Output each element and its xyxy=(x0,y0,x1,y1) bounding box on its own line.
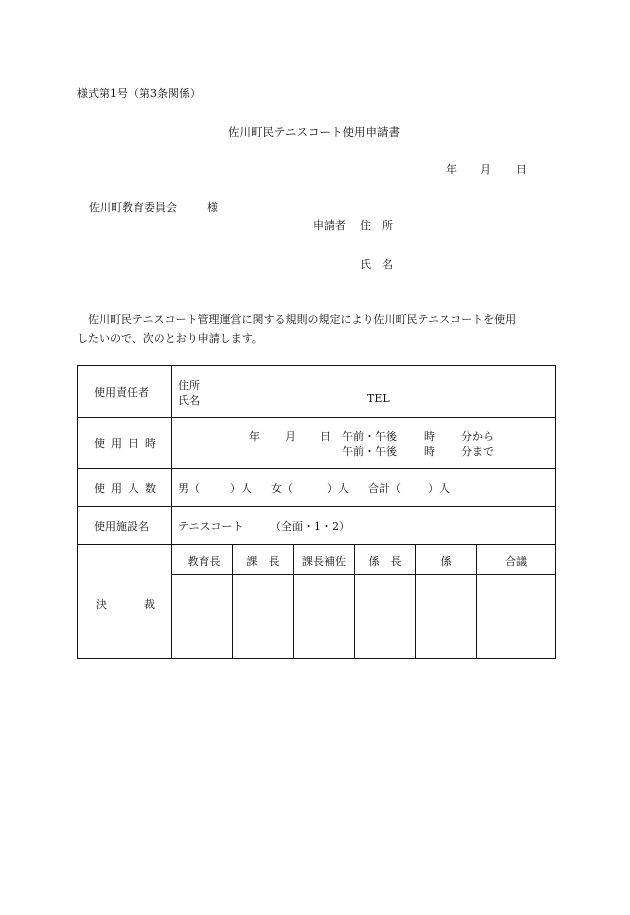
responsible-tel: TEL xyxy=(367,392,390,405)
approval-stamp-box-section-chief xyxy=(233,575,293,659)
applicant-label: 申請者 xyxy=(313,219,346,232)
approval-label-right: 裁 xyxy=(144,598,155,611)
approval-header-unit-chief: 係 長 xyxy=(368,555,402,568)
addressee-honorific: 様 xyxy=(207,201,218,214)
date-day: 日 xyxy=(516,163,527,176)
approval-header-consultation: 合議 xyxy=(505,555,527,568)
datetime-hour-to: 時 xyxy=(424,445,435,458)
approval-stamp-box-superintendent xyxy=(172,575,232,659)
datetime-ampm-to: 午前・午後 xyxy=(342,445,397,458)
datetime-label: 使用日時 xyxy=(94,437,162,450)
people-female-close: ）人 xyxy=(327,482,349,495)
responsible-address: 住所 xyxy=(178,379,200,392)
approval-header-deputy-chief: 課長補佐 xyxy=(302,555,346,568)
datetime-day: 日 xyxy=(320,430,331,443)
applicant-address-label: 住 所 xyxy=(360,219,393,232)
people-total-open: 合計（ xyxy=(368,482,401,495)
responsible-name: 氏名 xyxy=(178,394,200,407)
body-text-line-2: したいので、次のとおり申請します。 xyxy=(77,332,263,345)
datetime-hour-from: 時 xyxy=(424,430,435,443)
approval-stamp-box-deputy-chief xyxy=(294,575,354,659)
people-male-open: 男（ xyxy=(178,482,200,495)
datetime-minute-from: 分から xyxy=(461,430,494,443)
body-text-line-1: 佐川町民テニスコート管理運営に関する規則の規定により佐川町民テニスコートを使用 xyxy=(88,313,517,326)
people-male-close: ）人 xyxy=(230,482,252,495)
approval-stamp-box-unit-chief xyxy=(355,575,415,659)
datetime-ampm-from: 午前・午後 xyxy=(342,430,397,443)
approval-stamp-box-staff xyxy=(416,575,476,659)
responsible-label: 使用責任者 xyxy=(94,386,149,399)
approval-stamp-box-consultation xyxy=(477,575,555,659)
facility-label: 使用施設名 xyxy=(94,520,149,533)
datetime-minute-to: 分まで xyxy=(461,445,494,458)
approval-header-section-chief: 課 長 xyxy=(246,555,280,568)
facility-courts: （全面・1・2） xyxy=(270,520,350,533)
approval-header-staff: 係 xyxy=(440,555,452,568)
addressee-name: 佐川町教育委員会 xyxy=(89,201,177,214)
applicant-name-label: 氏 名 xyxy=(360,258,393,271)
application-table xyxy=(77,365,556,659)
date-month: 月 xyxy=(480,163,491,176)
datetime-month: 月 xyxy=(285,430,296,443)
facility-name: テニスコート xyxy=(178,520,244,533)
date-year: 年 xyxy=(446,163,457,176)
people-label: 使用人数 xyxy=(94,482,162,495)
people-female-open: 女（ xyxy=(271,482,293,495)
datetime-year: 年 xyxy=(249,430,260,443)
approval-header-superintendent: 教育長 xyxy=(187,555,221,568)
form-number: 様式第1号（第3条関係） xyxy=(77,87,201,100)
document-title: 佐川町民テニスコート使用申請書 xyxy=(228,125,401,139)
people-total-close: ）人 xyxy=(428,482,450,495)
approval-label-left: 決 xyxy=(96,598,107,611)
